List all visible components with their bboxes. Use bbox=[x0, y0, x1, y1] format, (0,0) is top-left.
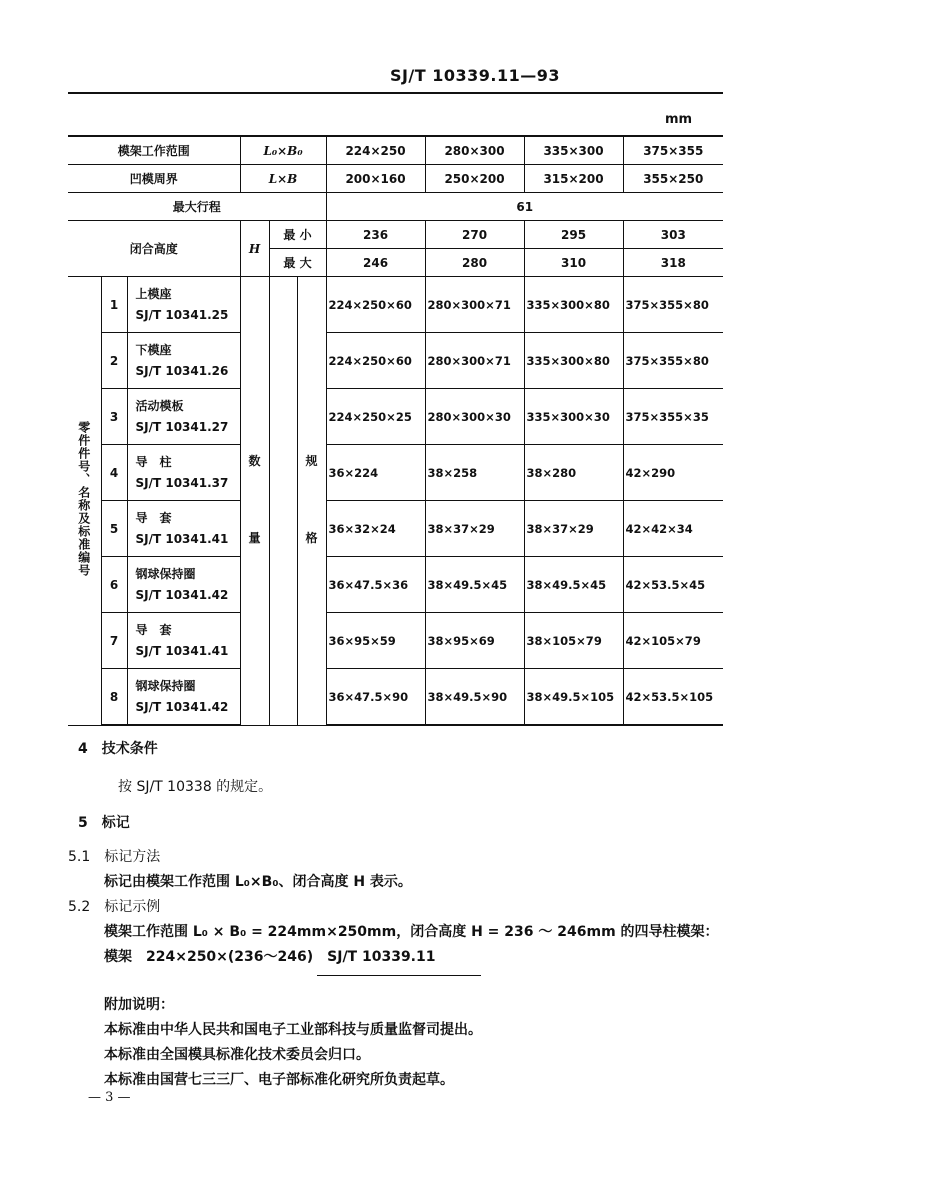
part-spec: 38×280 bbox=[524, 445, 623, 501]
part-spec: 224×250×60 bbox=[326, 277, 425, 333]
part-name-std bbox=[127, 557, 240, 613]
part-spec: 38×258 bbox=[425, 445, 524, 501]
die-boundary-value: 315×200 bbox=[524, 165, 623, 193]
working-range-value: 375×355 bbox=[623, 136, 723, 165]
part-spec: 36×224 bbox=[326, 445, 425, 501]
part-name: 导 套 bbox=[135, 510, 172, 525]
part-number: 3 bbox=[101, 389, 127, 445]
section-5-1-title: 5.1 标记方法 bbox=[68, 849, 161, 865]
part-std: SJ/T 10341.41 bbox=[135, 531, 229, 546]
part-row bbox=[68, 669, 723, 726]
part-number: 7 bbox=[101, 613, 127, 669]
part-row bbox=[68, 389, 723, 445]
notes-line: 本标准由全国模具标准化技术委员会归口。 bbox=[104, 1047, 370, 1063]
part-spec: 38×95×69 bbox=[425, 613, 524, 669]
part-std: SJ/T 10341.41 bbox=[135, 643, 229, 658]
unit-label: mm bbox=[665, 112, 693, 127]
parts-header bbox=[68, 277, 101, 726]
part-spec: 36×32×24 bbox=[326, 501, 425, 557]
page-number: — 3 — bbox=[88, 1090, 131, 1105]
part-spec: 42×53.5×105 bbox=[623, 669, 723, 726]
notes-line: 本标准由国营七三三厂、电子部标准化研究所负责起草。 bbox=[104, 1072, 454, 1088]
part-name: 导 套 bbox=[135, 622, 172, 637]
part-number: 4 bbox=[101, 445, 127, 501]
closed-height-max-value: 310 bbox=[524, 249, 623, 277]
working-range-value: 335×300 bbox=[524, 136, 623, 165]
spec-header bbox=[297, 277, 326, 726]
notes-line: 本标准由中华人民共和国电子工业部科技与质量监督司提出。 bbox=[104, 1022, 482, 1038]
part-name: 上模座 bbox=[135, 286, 172, 301]
part-name-std bbox=[127, 613, 240, 669]
part-name-std bbox=[127, 669, 240, 726]
part-spec: 280×300×71 bbox=[425, 333, 524, 389]
row-working-range bbox=[68, 136, 723, 165]
closed-height-max-value: 318 bbox=[623, 249, 723, 277]
closed-height-min-label: 最 小 bbox=[269, 221, 326, 249]
quantity-label-top: 数 bbox=[248, 454, 261, 468]
part-spec: 36×47.5×90 bbox=[326, 669, 425, 726]
part-spec: 38×49.5×105 bbox=[524, 669, 623, 726]
part-name-std bbox=[127, 389, 240, 445]
section-divider bbox=[317, 975, 481, 976]
section-5-2-text: 模架工作范围 L₀ × B₀ = 224mm×250mm，闭合高度 H = 236 ～ 246mm 的四导柱模架： bbox=[104, 924, 719, 940]
working-range-label: 模架工作范围 bbox=[68, 136, 240, 165]
die-boundary-value: 250×200 bbox=[425, 165, 524, 193]
closed-height-max-value: 246 bbox=[326, 249, 425, 277]
part-number: 6 bbox=[101, 557, 127, 613]
part-spec: 280×300×71 bbox=[425, 277, 524, 333]
row-max-stroke bbox=[68, 193, 723, 221]
max-stroke-value: 61 bbox=[326, 193, 723, 221]
part-row bbox=[68, 501, 723, 557]
part-spec: 375×355×35 bbox=[623, 389, 723, 445]
part-number: 1 bbox=[101, 277, 127, 333]
part-spec: 335×300×30 bbox=[524, 389, 623, 445]
quantity-header bbox=[240, 277, 269, 726]
part-spec: 280×300×30 bbox=[425, 389, 524, 445]
part-name: 钢球保持圈 bbox=[135, 566, 196, 581]
spec-label-bottom: 格 bbox=[305, 531, 318, 545]
part-spec: 224×250×60 bbox=[326, 333, 425, 389]
part-spec: 42×290 bbox=[623, 445, 723, 501]
part-name-std bbox=[127, 333, 240, 389]
closed-height-max-value: 280 bbox=[425, 249, 524, 277]
section-5-2-title: 5.2 标记示例 bbox=[68, 899, 161, 915]
part-spec: 36×95×59 bbox=[326, 613, 425, 669]
part-spec: 335×300×80 bbox=[524, 333, 623, 389]
closed-height-symbol: H bbox=[240, 221, 269, 277]
max-stroke-label: 最大行程 bbox=[68, 193, 326, 221]
part-std: SJ/T 10341.25 bbox=[135, 307, 229, 322]
part-spec: 42×42×34 bbox=[623, 501, 723, 557]
part-row bbox=[68, 277, 723, 333]
part-std: SJ/T 10341.42 bbox=[135, 699, 229, 714]
part-name: 下模座 bbox=[135, 342, 172, 357]
working-range-value: 280×300 bbox=[425, 136, 524, 165]
part-row bbox=[68, 445, 723, 501]
section-5-1-text: 标记由模架工作范围 L₀×B₀、闭合高度 H 表示。 bbox=[104, 874, 412, 890]
part-number: 5 bbox=[101, 501, 127, 557]
part-spec: 38×105×79 bbox=[524, 613, 623, 669]
working-range-value: 224×250 bbox=[326, 136, 425, 165]
part-spec: 375×355×80 bbox=[623, 333, 723, 389]
part-spec: 375×355×80 bbox=[623, 277, 723, 333]
part-spec: 42×53.5×45 bbox=[623, 557, 723, 613]
part-spec: 38×49.5×45 bbox=[524, 557, 623, 613]
part-std: SJ/T 10341.37 bbox=[135, 475, 229, 490]
part-spec: 38×37×29 bbox=[425, 501, 524, 557]
row-closed-height-min bbox=[68, 221, 723, 249]
closed-height-min-value: 270 bbox=[425, 221, 524, 249]
part-spec: 224×250×25 bbox=[326, 389, 425, 445]
part-row bbox=[68, 613, 723, 669]
die-boundary-value: 355×250 bbox=[623, 165, 723, 193]
part-spec: 335×300×80 bbox=[524, 277, 623, 333]
die-boundary-value: 200×160 bbox=[326, 165, 425, 193]
part-row bbox=[68, 333, 723, 389]
part-number: 2 bbox=[101, 333, 127, 389]
part-spec: 38×49.5×45 bbox=[425, 557, 524, 613]
part-row bbox=[68, 557, 723, 613]
standard-code-header: SJ/T 10339.11—93 bbox=[389, 66, 561, 85]
closed-height-max-label: 最 大 bbox=[269, 249, 326, 277]
quantity-blank bbox=[269, 277, 297, 726]
closed-height-min-value: 236 bbox=[326, 221, 425, 249]
section-5-2-example: 模架 224×250×(236～246) SJ/T 10339.11 bbox=[104, 949, 436, 965]
section-4-text: 按 SJ/T 10338 的规定。 bbox=[118, 779, 273, 795]
die-boundary-label: 凹模周界 bbox=[68, 165, 240, 193]
part-name-std bbox=[127, 445, 240, 501]
spec-label-top: 规 bbox=[305, 454, 318, 468]
part-std: SJ/T 10341.42 bbox=[135, 587, 229, 602]
spec-table bbox=[68, 135, 723, 726]
part-spec: 36×47.5×36 bbox=[326, 557, 425, 613]
part-name-std bbox=[127, 277, 240, 333]
section-5-title: 5 标记 bbox=[78, 815, 130, 831]
part-spec: 38×37×29 bbox=[524, 501, 623, 557]
part-name: 钢球保持圈 bbox=[135, 678, 196, 693]
closed-height-label: 闭合高度 bbox=[68, 221, 240, 277]
working-range-symbol: L₀×B₀ bbox=[240, 136, 326, 165]
quantity-label-bottom: 量 bbox=[248, 531, 261, 545]
part-name: 活动模板 bbox=[135, 398, 184, 413]
notes-title: 附加说明： bbox=[104, 997, 174, 1013]
closed-height-min-value: 295 bbox=[524, 221, 623, 249]
part-std: SJ/T 10341.26 bbox=[135, 363, 229, 378]
closed-height-min-value: 303 bbox=[623, 221, 723, 249]
row-die-boundary bbox=[68, 165, 723, 193]
part-std: SJ/T 10341.27 bbox=[135, 419, 229, 434]
part-name: 导 柱 bbox=[135, 454, 172, 469]
die-boundary-symbol: L×B bbox=[240, 165, 326, 193]
part-spec: 42×105×79 bbox=[623, 613, 723, 669]
part-number: 8 bbox=[101, 669, 127, 726]
part-name-std bbox=[127, 501, 240, 557]
parts-header-text: 零件件号、名称及标准编号 bbox=[76, 421, 91, 578]
header-rule bbox=[68, 92, 723, 94]
section-4-title: 4 技术条件 bbox=[78, 741, 158, 757]
part-spec: 38×49.5×90 bbox=[425, 669, 524, 726]
